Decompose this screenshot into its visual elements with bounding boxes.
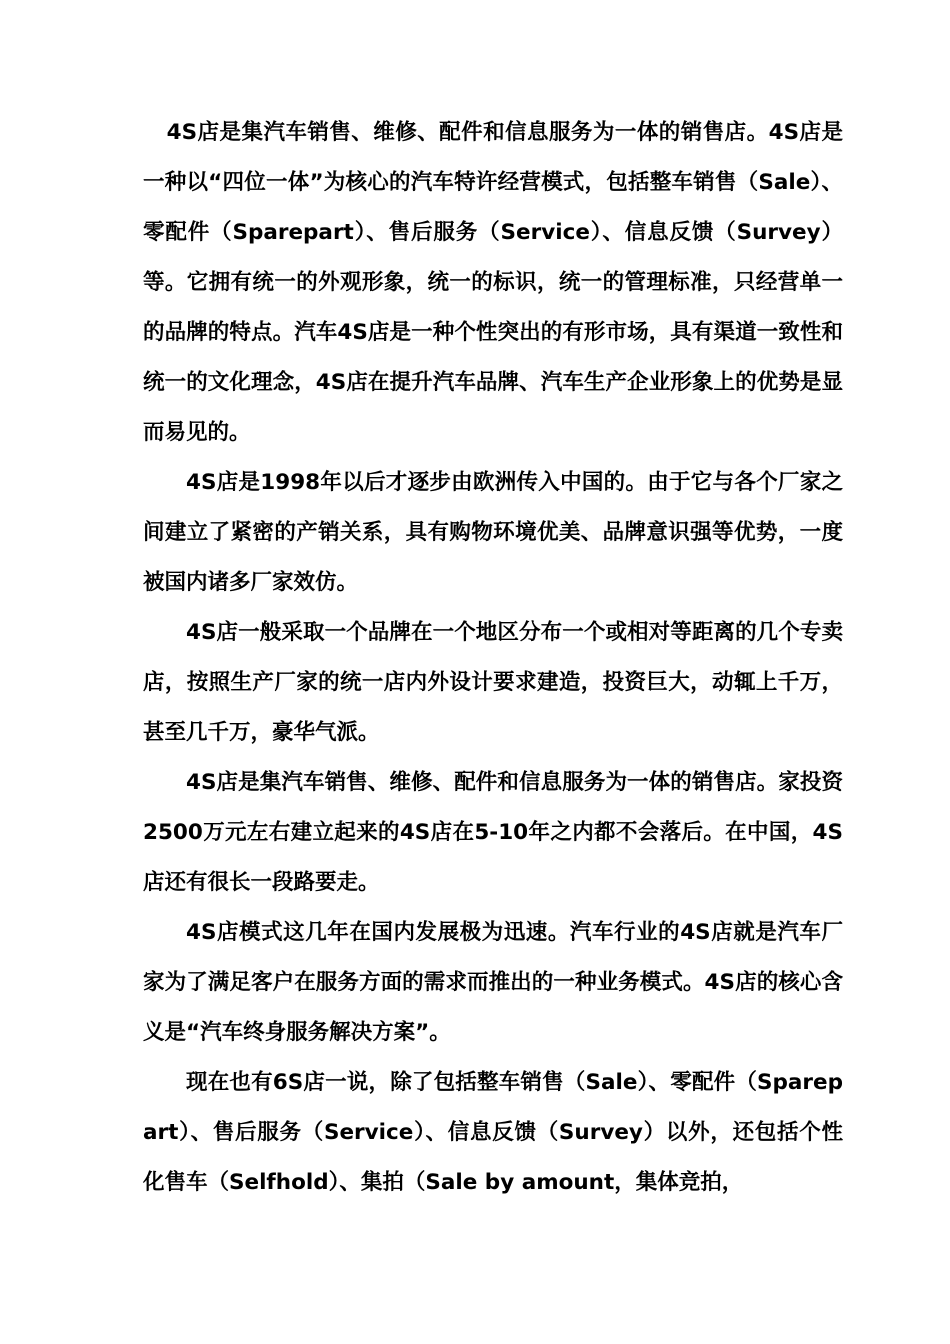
paragraph-4: 4S店是集汽车销售、维修、配件和信息服务为一体的销售店。家投资2500万元左右建立起来的4S店在5-10年之内都不会落后。在中国，4S店还有很长一段路要走。 xyxy=(143,770,843,895)
document-body xyxy=(143,108,843,1208)
paragraph-3: 4S店一般采取一个品牌在一个地区分布一个或相对等距离的几个专卖店，按照生产厂家的统一店内外设计要求建造，投资巨大，动辄上千万，甚至几千万，豪华气派。 xyxy=(143,620,843,745)
paragraph-6: 现在也有6S店一说，除了包括整车销售（Sale）、零配件（Sparepart）、售后服务（Service）、信息反馈（Survey）以外，还包括个性化售车（Selfhold）、集拍（Sale by amount，集体竞拍， xyxy=(143,1070,843,1195)
paragraph-2: 4S店是1998年以后才逐步由欧洲传入中国的。由于它与各个厂家之间建立了紧密的产销关系，具有购物环境优美、品牌意识强等优势，一度被国内诸多厂家效仿。 xyxy=(143,470,843,595)
paragraph-1: 4S店是集汽车销售、维修、配件和信息服务为一体的销售店。4S店是一种以“四位一体”为核心的汽车特许经营模式，包括整车销售（Sale）、零配件（Sparepart）、售后服务（Service）、信息反馈（Survey）等。它拥有统一的外观形象，统一的标识，统一的管理标准，只经营单一的品牌的特点。汽车4S店是一种个性突出的有形市场，具有渠道一致性和统一的文化理念，4S店在提升汽车品牌、汽车生产企业形象上的优势是显而易见的。 xyxy=(143,120,843,445)
paragraph-5: 4S店模式这几年在国内发展极为迅速。汽车行业的4S店就是汽车厂家为了满足客户在服务方面的需求而推出的一种业务模式。4S店的核心含义是“汽车终身服务解决方案”。 xyxy=(143,920,843,1045)
